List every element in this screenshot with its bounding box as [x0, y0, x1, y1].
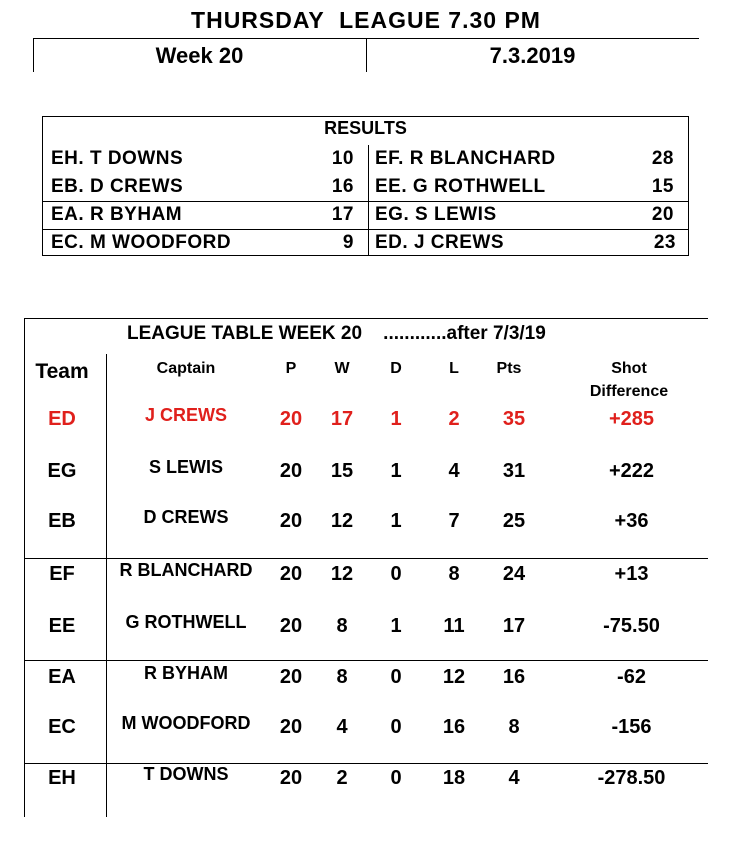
column-header-team: Team [35, 360, 89, 383]
result-right-team: EG. S LEWIS [375, 204, 497, 225]
shot-diff-cell: +13 [614, 563, 649, 585]
played-cell: 20 [279, 615, 303, 637]
lost-cell: 7 [448, 510, 460, 532]
result-left-team: EC. M WOODFORD [51, 232, 232, 253]
column-header-played: P [285, 360, 297, 377]
captain-cell: M WOODFORD [121, 713, 251, 733]
team-cell: EB [48, 510, 76, 532]
team-cell: EA [48, 666, 76, 688]
table-group-divider [24, 660, 708, 661]
shot-diff-cell: +222 [608, 460, 655, 482]
league-table-title: LEAGUE TABLE WEEK 20 ............after 7/3/19 [127, 323, 546, 344]
result-left-team: EB. D CREWS [51, 176, 184, 197]
team-cell: EE [48, 615, 76, 637]
team-cell: EF [49, 563, 75, 585]
lost-cell: 8 [448, 563, 460, 585]
captain-cell: G ROTHWELL [125, 612, 247, 632]
result-right-score: 20 [651, 204, 674, 225]
captain-cell: D CREWS [143, 507, 229, 527]
played-cell: 20 [279, 460, 303, 482]
league-table [24, 318, 708, 818]
played-cell: 20 [279, 716, 303, 738]
result-row [43, 173, 688, 201]
results-title: RESULTS [324, 118, 407, 138]
result-row [43, 201, 688, 229]
won-cell: 17 [330, 408, 354, 430]
column-header-captain: Captain [156, 360, 216, 377]
team-cell: ED [48, 408, 76, 430]
won-cell: 8 [336, 666, 348, 688]
results-box [42, 116, 689, 256]
column-header-shot-line2: Difference [589, 383, 669, 400]
drawn-cell: 1 [390, 408, 402, 430]
lost-cell: 18 [442, 767, 466, 789]
shot-diff-cell: -156 [611, 716, 652, 738]
lost-cell: 12 [442, 666, 466, 688]
team-cell: EH [48, 767, 76, 789]
shot-diff-cell: -62 [617, 666, 646, 688]
played-cell: 20 [279, 408, 303, 430]
lost-cell: 11 [443, 615, 465, 637]
shot-diff-cell: -75.50 [603, 615, 660, 637]
result-right-team: EE. G ROTHWELL [375, 176, 546, 197]
captain-cell: R BLANCHARD [119, 560, 253, 580]
column-header-lost: L [449, 360, 459, 377]
played-cell: 20 [279, 510, 303, 532]
week-label: Week 20 [155, 43, 244, 68]
result-row [43, 145, 688, 173]
captain-cell: J CREWS [144, 405, 227, 425]
column-header-drawn: D [390, 360, 402, 377]
drawn-cell: 0 [390, 563, 402, 585]
played-cell: 20 [279, 767, 303, 789]
result-left-team: EA. R BYHAM [51, 204, 183, 225]
won-cell: 2 [336, 767, 348, 789]
result-left-score: 10 [331, 148, 354, 169]
result-right-score: 23 [653, 232, 676, 253]
shot-diff-cell: -278.50 [597, 767, 666, 789]
date-label: 7.3.2019 [489, 43, 576, 68]
won-cell: 15 [330, 460, 354, 482]
column-header-won: W [334, 360, 350, 377]
points-cell: 16 [502, 666, 526, 688]
result-right-team: EF. R BLANCHARD [375, 148, 556, 169]
column-header-shot-line1: Shot [611, 360, 647, 377]
drawn-cell: 1 [390, 460, 402, 482]
drawn-cell: 0 [390, 666, 402, 688]
drawn-cell: 0 [390, 767, 402, 789]
result-right-team: ED. J CREWS [375, 232, 505, 253]
points-cell: 17 [502, 615, 526, 637]
result-left-team: EH. T DOWNS [51, 148, 184, 169]
drawn-cell: 1 [390, 615, 402, 637]
points-cell: 8 [508, 716, 520, 738]
points-cell: 25 [502, 510, 526, 532]
won-cell: 12 [330, 563, 354, 585]
result-row [43, 229, 688, 257]
points-cell: 35 [502, 408, 526, 430]
table-top-border [24, 318, 708, 319]
team-cell: EC [48, 716, 76, 738]
points-cell: 4 [508, 767, 520, 789]
team-cell: EG [47, 460, 77, 482]
won-cell: 4 [336, 716, 348, 738]
result-right-score: 15 [651, 176, 674, 197]
result-left-score: 17 [331, 204, 354, 225]
won-cell: 8 [336, 615, 348, 637]
points-cell: 24 [502, 563, 526, 585]
drawn-cell: 1 [390, 510, 402, 532]
lost-cell: 2 [448, 408, 460, 430]
shot-diff-cell: +36 [614, 510, 649, 532]
points-cell: 31 [502, 460, 526, 482]
result-right-score: 28 [651, 148, 674, 169]
played-cell: 20 [279, 666, 303, 688]
played-cell: 20 [279, 563, 303, 585]
captain-cell: S LEWIS [148, 457, 223, 477]
table-left-border [24, 318, 25, 817]
lost-cell: 4 [448, 460, 460, 482]
league-title: THURSDAY LEAGUE 7.30 PM [191, 7, 541, 33]
result-left-score: 16 [331, 176, 354, 197]
result-left-score: 9 [342, 232, 354, 253]
column-header-points: Pts [496, 360, 522, 377]
sheet-header [33, 2, 699, 72]
shot-diff-cell: +285 [608, 408, 655, 430]
lost-cell: 16 [442, 716, 466, 738]
captain-cell: R BYHAM [144, 663, 228, 683]
won-cell: 12 [330, 510, 354, 532]
drawn-cell: 0 [390, 716, 402, 738]
table-group-divider [24, 558, 708, 559]
captain-cell: T DOWNS [143, 764, 229, 784]
team-column-divider [106, 354, 107, 817]
